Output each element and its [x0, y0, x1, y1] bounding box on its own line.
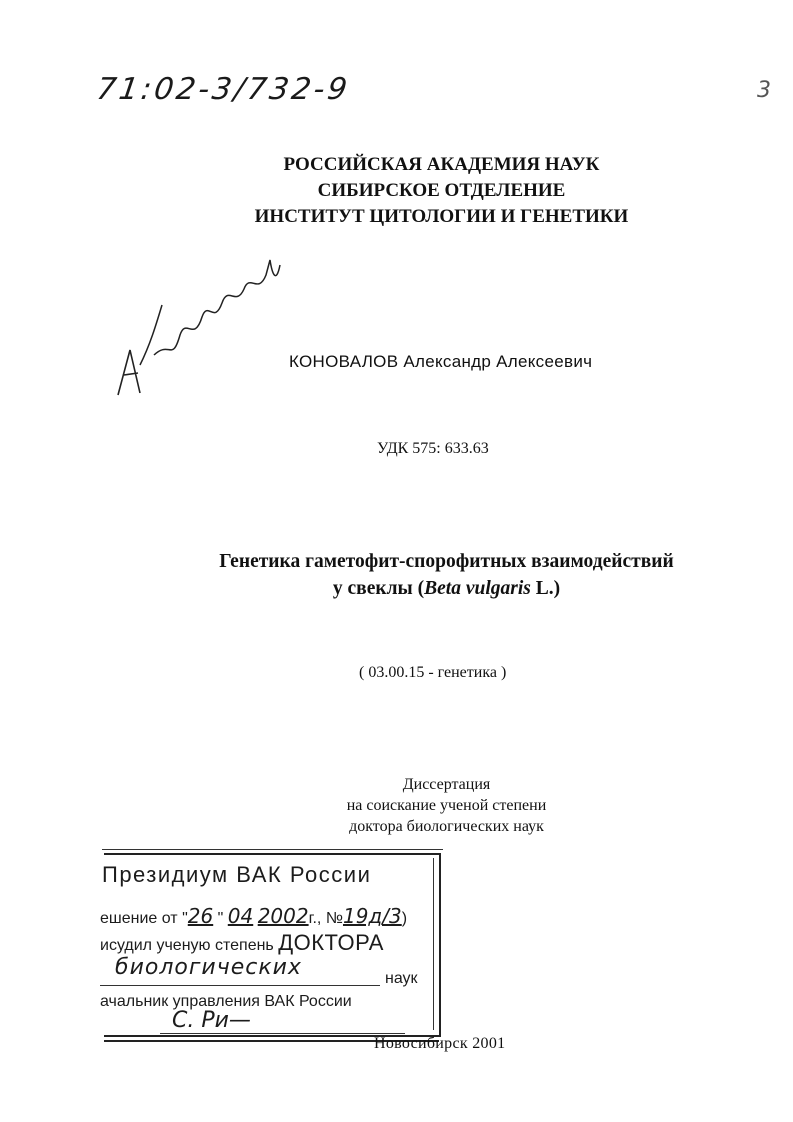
stamp-title: Президиум ВАК России: [102, 862, 372, 887]
title-line-1: Генетика гаметофит-спорофитных взаимодействий: [219, 551, 674, 572]
decision-day: 26: [187, 904, 214, 928]
decision-number: 19д/3: [342, 904, 402, 928]
stamp-chief: ачальник управления ВАК России: [100, 993, 352, 1010]
title-line-2: [100, 575, 793, 602]
author-signature-icon: [110, 245, 290, 405]
institution-line-2: СИБИРСКОЕ ОТДЕЛЕНИЕ: [317, 180, 566, 201]
udk-code: УДК 575: 633.63: [377, 440, 489, 457]
archive-code: 71:02-3/732-9: [94, 72, 353, 107]
dissertation-line-1: Диссертация: [402, 776, 491, 793]
awarded-degree: ДОКТОРА: [278, 930, 384, 955]
specialty-code: ( 03.00.15 - генетика ): [359, 664, 507, 681]
city-year: Новосибирск 2001: [374, 1035, 506, 1052]
title-suffix: L.): [530, 578, 561, 599]
institution-line-3: ИНСТИТУТ ЦИТОЛОГИИ И ГЕНЕТИКИ: [254, 206, 629, 227]
decision-month: 04: [227, 904, 254, 928]
institution-heading: [0, 152, 793, 230]
author-name: КОНОВАЛОВ Александр Алексеевич: [289, 352, 593, 371]
dissertation-line-2: на соискание ученой степени: [346, 797, 547, 814]
awarded-prefix: исудил ученую степень: [100, 937, 279, 954]
decision-prefix: ешение от ": [100, 910, 188, 927]
stamp-border-line: [433, 858, 434, 1030]
species-name: Beta vulgaris: [424, 578, 531, 599]
institution-line-1: РОССИЙСКАЯ АКАДЕМИЯ НАУК: [283, 154, 600, 175]
stamp-signature: С. Ри—: [172, 1008, 251, 1033]
dissertation-info: [0, 774, 793, 837]
signature-underline: [160, 1033, 405, 1034]
dissertation-title: [0, 548, 793, 602]
corner-mark: 3: [757, 78, 771, 103]
dissertation-line-3: доктора биологических наук: [349, 818, 544, 835]
decision-year-suffix: г., №: [308, 910, 343, 927]
decision-year: 2002: [257, 904, 309, 928]
stamp-field: биологических: [115, 955, 302, 980]
stamp-awarded: [100, 930, 384, 956]
title-prefix: у свеклы (: [332, 578, 425, 599]
stamp-decision: ешение от "26 " 04 2002г., №19д/3): [100, 904, 408, 928]
field-underline: [100, 985, 380, 986]
stamp-nauk: наук: [385, 970, 418, 987]
